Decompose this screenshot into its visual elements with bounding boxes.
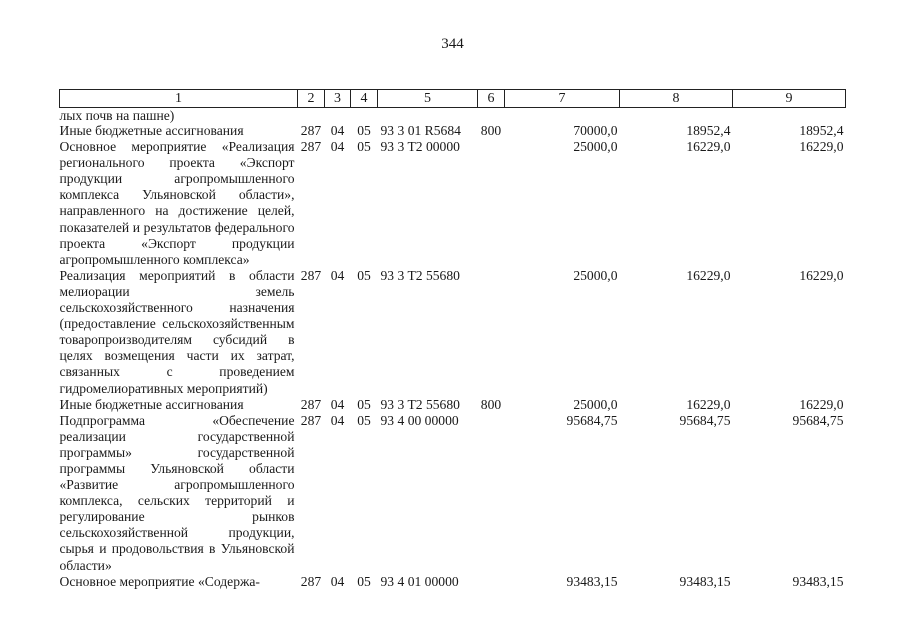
- row-c9: 16229,0: [799, 396, 844, 412]
- row-c2: 287: [300, 267, 322, 283]
- row-c2: 287: [300, 139, 322, 155]
- row-c5: 93 3 T2 55680: [380, 267, 460, 283]
- row-c8: 18952,4: [686, 123, 731, 138]
- row-c7: 95684,75: [566, 412, 618, 428]
- table-row: [60, 108, 846, 124]
- row-c6: 800: [480, 123, 502, 138]
- budget-table-sheet: [59, 89, 845, 590]
- row-c3: 04: [330, 573, 345, 589]
- row-c4: 05: [357, 412, 371, 428]
- row-c3: 04: [330, 123, 345, 138]
- table-row: [60, 574, 846, 590]
- table-row: [60, 413, 846, 574]
- budget-table: [59, 89, 846, 590]
- row-c3: 04: [330, 139, 345, 155]
- row-c4: 05: [357, 123, 371, 138]
- row-c5: 93 4 01 00000: [380, 573, 459, 589]
- column-header-8: 8: [620, 90, 733, 108]
- row-c4: 05: [357, 396, 371, 412]
- row-name: Реализация мероприятий в области мелиорации земель сельскохозяйственного назначения (предоставление сельскохозяйственным товаропроизводителям субсидий в целях возмещения части их затрат, связанных с проведением гидромелиоративных мероприятий): [59, 267, 295, 396]
- column-header-9: 9: [733, 90, 846, 108]
- row-name: Иные бюджетные ассигнования: [59, 123, 244, 138]
- row-c8: 95684,75: [679, 412, 731, 428]
- row-c6: 800: [480, 396, 502, 412]
- column-header-4: 4: [351, 90, 378, 108]
- table-body: [60, 108, 846, 590]
- column-header-2: 2: [298, 90, 325, 108]
- row-c5: [378, 108, 478, 124]
- row-c8: 16229,0: [686, 139, 731, 155]
- row-c3: 04: [330, 267, 345, 283]
- row-c8: [620, 108, 733, 124]
- row-name: лых почв на пашне): [59, 108, 175, 123]
- row-c6: [478, 413, 505, 574]
- row-c2: 287: [300, 412, 322, 428]
- row-c7: 25000,0: [573, 267, 618, 283]
- row-c8: 16229,0: [686, 267, 731, 283]
- row-c5: 93 3 T2 00000: [380, 139, 460, 155]
- row-c3: [325, 108, 351, 124]
- row-c9: 16229,0: [799, 139, 844, 155]
- table-row: [60, 123, 846, 139]
- row-c6: [478, 574, 505, 590]
- row-c5: 93 3 T2 55680: [380, 396, 460, 412]
- row-c7: 25000,0: [573, 396, 618, 412]
- row-name: Основное мероприятие «Содержа-: [59, 573, 260, 589]
- row-c2: 287: [300, 123, 322, 138]
- row-c5: 93 3 01 R5684: [380, 123, 461, 138]
- row-name: Подпрограмма «Обеспечение реализации государственной программы» государственной программы Ульяновской области «Развитие агропромышленного комплекса, сельских территорий и регулирование рынков сельскохозяйственной продукции, сырья и продовольствия в Ульяновской области»: [59, 412, 295, 573]
- row-c3: 04: [330, 396, 345, 412]
- table-row: [60, 268, 846, 397]
- page-number: 344: [441, 36, 464, 52]
- row-c7: 25000,0: [573, 139, 618, 155]
- row-c4: [351, 108, 378, 124]
- table-row: [60, 139, 846, 268]
- row-c9: 16229,0: [799, 267, 844, 283]
- row-name: Иные бюджетные ассигнования: [59, 396, 244, 412]
- column-header-7: 7: [505, 90, 620, 108]
- row-c9: 95684,75: [792, 412, 844, 428]
- row-c3: 04: [330, 412, 345, 428]
- row-c9: [733, 108, 846, 124]
- row-c8: 93483,15: [679, 573, 731, 589]
- row-c2: [298, 108, 325, 124]
- row-name: Основное мероприятие «Реализация регионального проекта «Экспорт продукции агропромышленного комплекса Ульяновской области», направленного на достижение целей, показателей и результатов федерального проекта «Экспорт продукции агропромышленного комплекса»: [59, 139, 295, 267]
- row-c9: 18952,4: [799, 123, 844, 138]
- table-row: [60, 397, 846, 413]
- row-c6: [478, 268, 505, 397]
- row-c2: 287: [300, 396, 322, 412]
- column-header-3: 3: [325, 90, 351, 108]
- row-c6: [478, 108, 505, 124]
- row-c7: [505, 108, 620, 124]
- row-c4: 05: [357, 267, 371, 283]
- column-header-6: 6: [478, 90, 505, 108]
- table-header: [60, 90, 846, 108]
- row-c2: 287: [300, 573, 322, 589]
- column-header-5: 5: [378, 90, 478, 108]
- row-c7: 70000,0: [573, 123, 618, 138]
- row-c7: 93483,15: [566, 573, 618, 589]
- row-c8: 16229,0: [686, 396, 731, 412]
- column-header-1: 1: [60, 90, 298, 108]
- row-c4: 05: [357, 139, 371, 155]
- row-c9: 93483,15: [792, 573, 844, 589]
- row-c6: [478, 139, 505, 268]
- row-c5: 93 4 00 00000: [380, 412, 459, 428]
- row-c4: 05: [357, 573, 371, 589]
